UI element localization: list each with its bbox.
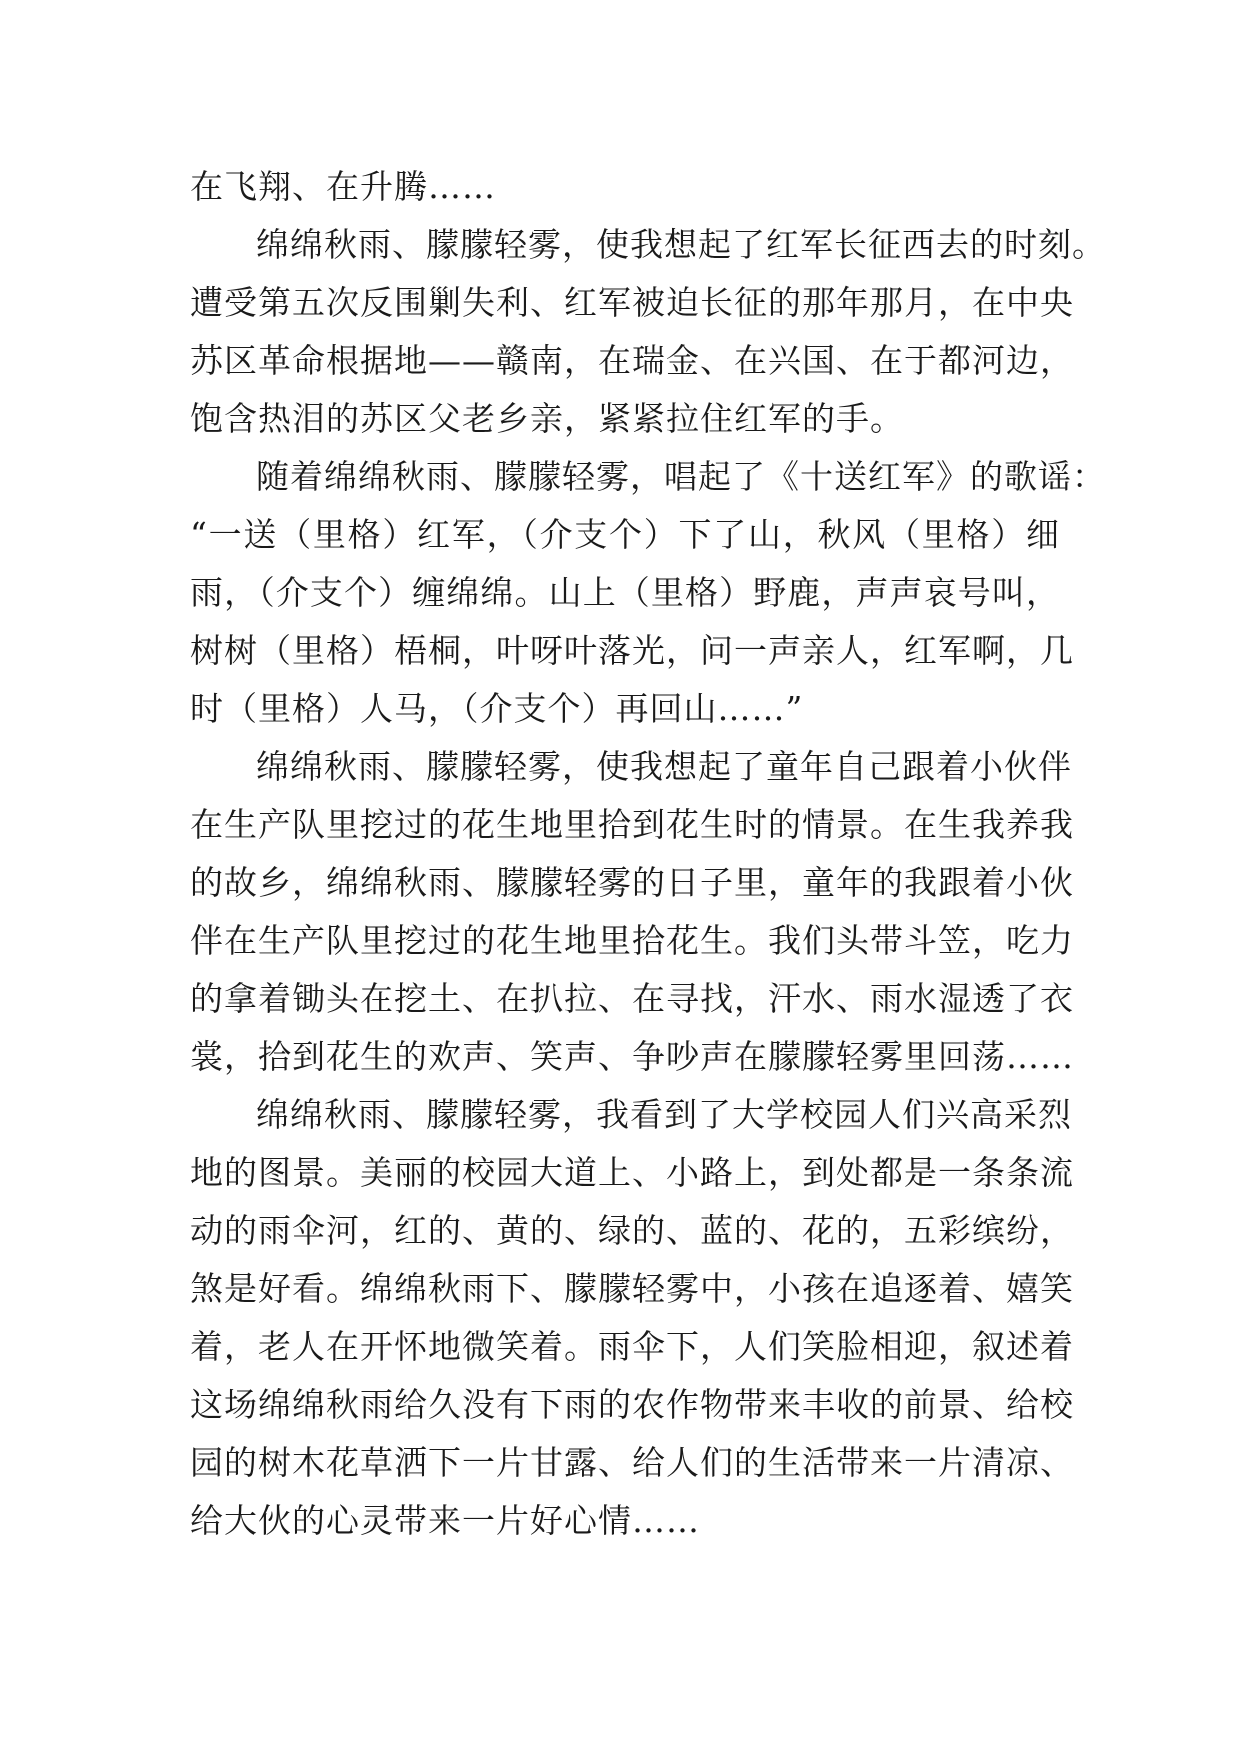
text-line: 着，老人在开怀地微笑着。雨伞下，人们笑脸相迎，叙述着 — [190, 1327, 1074, 1366]
text-line: 绵绵秋雨、朦朦轻雾，我看到了大学校园人们兴高采烈 — [256, 1095, 1072, 1134]
text-line: 园的树木花草洒下一片甘露、给人们的生活带来一片清凉、 — [190, 1443, 1074, 1482]
text-line: 绵绵秋雨、朦朦轻雾，使我想起了红军长征西去的时刻。 — [256, 225, 1106, 264]
text-line: 苏区革命根据地——赣南，在瑞金、在兴国、在于都河边， — [190, 341, 1074, 380]
text-line: 裳，拾到花生的欢声、笑声、争吵声在朦朦轻雾里回荡…… — [190, 1037, 1074, 1076]
text-line: 伴在生产队里挖过的花生地里拾花生。我们头带斗笠，吃力 — [190, 921, 1074, 960]
text-line: 绵绵秋雨、朦朦轻雾，使我想起了童年自己跟着小伙伴 — [256, 747, 1072, 786]
text-line: 随着绵绵秋雨、朦朦轻雾，唱起了《十送红军》的歌谣： — [256, 457, 1106, 496]
text-line: 这场绵绵秋雨给久没有下雨的农作物带来丰收的前景、给校 — [190, 1385, 1074, 1424]
text-line: 树树（里格）梧桐，叶呀叶落光，问一声亲人，红军啊，几 — [190, 631, 1074, 670]
text-line: 的拿着锄头在挖土、在扒拉、在寻找，汗水、雨水湿透了衣 — [190, 979, 1074, 1018]
text-line: 遭受第五次反围剿失利、红军被迫长征的那年那月，在中央 — [190, 283, 1074, 322]
text-line: 在飞翔、在升腾…… — [190, 167, 496, 206]
text-line: “一送（里格）红军，（介支个）下了山，秋风（里格）细 — [190, 515, 1060, 554]
text-line: 的故乡，绵绵秋雨、朦朦轻雾的日子里，童年的我跟着小伙 — [190, 863, 1074, 902]
text-line: 在生产队里挖过的花生地里拾到花生时的情景。在生我养我 — [190, 805, 1074, 844]
text-line: 时（里格）人马，（介支个）再回山……” — [190, 689, 804, 728]
text-line: 煞是好看。绵绵秋雨下、朦朦轻雾中，小孩在追逐着、嬉笑 — [190, 1269, 1074, 1308]
text-line: 地的图景。美丽的校园大道上、小路上，到处都是一条条流 — [190, 1153, 1074, 1192]
text-line: 动的雨伞河，红的、黄的、绿的、蓝的、花的，五彩缤纷， — [190, 1211, 1074, 1250]
text-line: 给大伙的心灵带来一片好心情…… — [190, 1501, 700, 1540]
text-line: 饱含热泪的苏区父老乡亲，紧紧拉住红军的手。 — [190, 399, 904, 438]
body-text — [190, 158, 1106, 1550]
text-line: 雨，（介支个）缠绵绵。山上（里格）野鹿，声声哀号叫， — [190, 573, 1060, 612]
